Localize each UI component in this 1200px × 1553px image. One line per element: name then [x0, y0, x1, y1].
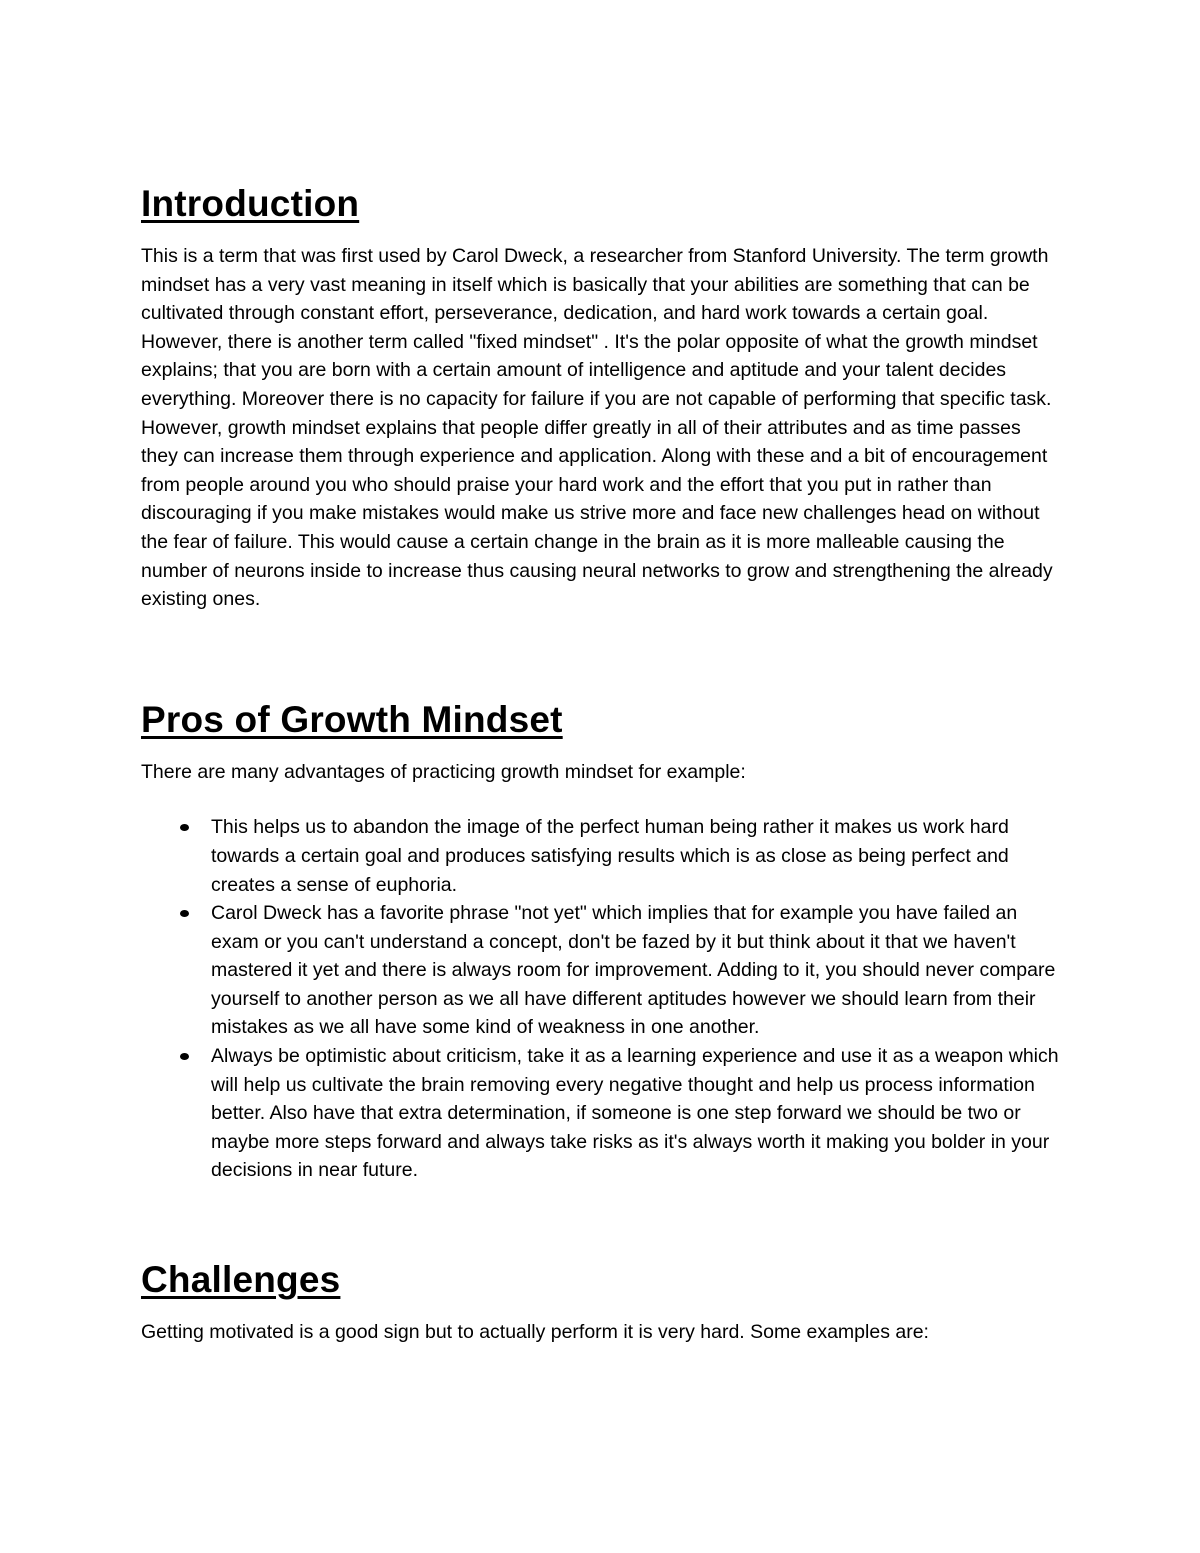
bullet-icon	[180, 824, 189, 831]
introduction-paragraph: This is a term that was first used by Carol Dweck, a researcher from Stanford University. The term growth mindset has a very vast meaning in itself which is basically that your abilities are something that can be cultivated through constant effort, perseverance, dedication, and hard work towards a certain goal. However, there is another term called "fixed mindset" . It's the polar opposite of what the growth mindset explains; that you are born with a certain amount of intelligence and aptitude and your talent decides everything. Moreover there is no capacity for failure if you are not capable of performing that specific task. However, growth mindset explains that people differ greatly in all of their attributes and as time passes they can increase them through experience and application. Along with these and a bit of encouragement from people around you who should praise your hard work and the effort that you put in rather than discouraging if you make mistakes would make us strive more and face new challenges head on without the fear of failure. This would cause a certain change in the brain as it is more malleable causing the number of neurons inside to increase thus causing neural networks to grow and strengthening the already existing ones.	[141, 245, 1053, 611]
list-item	[211, 813, 1061, 899]
list-item-text: This helps us to abandon the image of the perfect human being rather it makes us work hard towards a certain goal and produces satisfying results which is as close as being perfect and creates a sense of euphoria.	[211, 816, 1009, 896]
challenges-paragraph: Getting motivated is a good sign but to actually perform it is very hard. Some examples are:	[141, 1321, 929, 1344]
bullet-icon	[180, 1053, 189, 1060]
pros-heading: Pros of Growth Mindset	[141, 698, 563, 740]
introduction-heading: Introduction	[141, 183, 360, 224]
list-item	[211, 1042, 1061, 1185]
list-item-text: Carol Dweck has a favorite phrase "not yet" which implies that for example you have failed an exam or you can't understand a concept, don't be fazed by it but think about it that we haven't mastered it yet and there is always room for improvement. Adding to it, you should never compare yourself to another person as we all have different aptitudes however we should learn from their mistakes as we all have some kind of weakness in one another.	[211, 902, 1056, 1039]
list-item-text: Always be optimistic about criticism, take it as a learning experience and use it as a weapon which will help us cultivate the brain removing every negative thought and help us process information better. Also have that extra determination, if someone is one step forward we should be two or maybe more steps forward and always take risks as it's always worth it making you bolder in your decisions in near future.	[211, 1045, 1059, 1182]
pros-intro-paragraph: There are many advantages of practicing growth mindset for example:	[141, 760, 746, 783]
bullet-icon	[180, 910, 189, 917]
challenges-heading: Challenges	[141, 1259, 341, 1301]
list-item	[211, 899, 1061, 1042]
pros-list	[141, 813, 1061, 1185]
document-page	[141, 180, 1061, 1347]
